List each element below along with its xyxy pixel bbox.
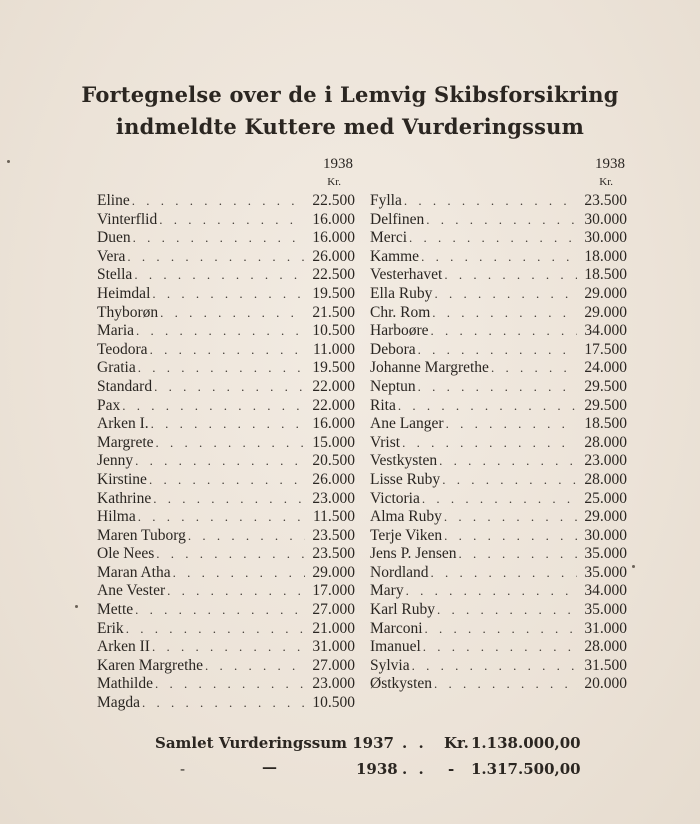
vessel-row xyxy=(370,582,627,601)
vessel-name: Magda xyxy=(97,694,141,712)
dot-leader xyxy=(186,527,305,546)
dot-leader xyxy=(124,620,305,639)
dot-leader xyxy=(404,582,577,601)
vessel-row xyxy=(370,527,627,546)
vessel-row xyxy=(97,620,355,639)
vessel-row xyxy=(370,211,627,230)
vessel-name: Erik xyxy=(97,619,124,637)
vessel-value: 29.500 xyxy=(584,396,627,414)
vessel-value: 29.000 xyxy=(584,508,627,526)
vessel-name: Rita xyxy=(370,396,396,414)
vessel-row xyxy=(370,285,627,304)
vessel-name: Mathilde xyxy=(97,675,153,693)
vessel-value: 23.000 xyxy=(312,675,355,693)
vessel-name: Karl Ruby xyxy=(370,601,436,619)
dot-leader xyxy=(125,248,305,267)
vessel-name: Eline xyxy=(97,192,130,209)
vessel-name: Maria xyxy=(97,322,135,340)
dot-leader xyxy=(136,508,305,527)
vessel-name: Arken II xyxy=(97,638,150,656)
vessel-row xyxy=(97,397,355,416)
title-line-2: indmeldte Kuttere med Vurderingssum xyxy=(115,114,585,139)
vessel-name: Debora xyxy=(370,340,416,358)
vessel-value: 19.500 xyxy=(312,359,355,377)
dot-leader xyxy=(435,601,577,620)
vessel-name: Lisse Ruby xyxy=(370,470,441,488)
dot-leader xyxy=(154,545,305,564)
dot-leader xyxy=(410,657,577,676)
vessel-name: Thyborøn xyxy=(97,303,159,321)
dot-leader xyxy=(400,434,577,453)
dot-leader xyxy=(440,471,577,490)
dot-leader xyxy=(134,322,305,341)
vessel-row xyxy=(97,471,355,490)
vessel-row xyxy=(370,675,627,694)
dot-leader xyxy=(416,378,577,397)
dot-leader xyxy=(420,490,577,509)
right-column-year: 1938 xyxy=(595,156,625,172)
vessel-value: 17.500 xyxy=(584,340,627,358)
vessel-name: Fylla xyxy=(370,192,402,209)
dot-leader xyxy=(131,229,305,248)
vessel-row xyxy=(370,452,627,471)
vessel-value: 20.000 xyxy=(584,675,627,693)
dot-leader xyxy=(396,397,577,416)
vessel-value: 19.500 xyxy=(312,284,355,302)
vessel-name: Alma Ruby xyxy=(370,508,442,526)
vessel-name: Imanuel xyxy=(370,638,421,656)
vessel-name: Duen xyxy=(97,229,131,247)
vessel-row xyxy=(97,192,355,211)
right-column-unit: Kr. xyxy=(599,176,613,188)
vessel-value: 22.500 xyxy=(312,266,355,284)
vessel-row xyxy=(370,601,627,620)
vessel-row xyxy=(370,415,627,434)
vessel-name: Kirstine xyxy=(97,470,147,488)
vessel-value: 10.500 xyxy=(312,694,355,712)
vessel-value: 30.000 xyxy=(584,526,627,544)
vessel-value: 26.000 xyxy=(312,247,355,265)
vessel-value: 31.000 xyxy=(312,638,355,656)
dot-leader xyxy=(457,545,577,564)
summary-1937-label: Samlet Vurderingssum 1937 xyxy=(155,734,394,752)
dot-leader xyxy=(158,304,305,323)
vessel-name: Teodora xyxy=(97,340,148,358)
vessel-row xyxy=(370,192,627,211)
vessel-value: 22.000 xyxy=(312,396,355,414)
vessel-name: Vestkysten xyxy=(370,452,438,470)
vessel-row xyxy=(370,490,627,509)
summary-1938-ditto-mark: - xyxy=(180,760,186,778)
vessel-row xyxy=(370,248,627,267)
dot-leader xyxy=(136,359,305,378)
left-column-unit: Kr. xyxy=(327,176,341,188)
vessel-row xyxy=(370,545,627,564)
dot-leader xyxy=(424,211,577,230)
vessel-row xyxy=(370,304,627,323)
vessel-name: Østkysten xyxy=(370,675,432,693)
vessel-row xyxy=(370,266,627,285)
vessel-name: Mary xyxy=(370,582,404,600)
dot-leader xyxy=(429,322,577,341)
vessel-value: 21.000 xyxy=(312,619,355,637)
dot-leader xyxy=(133,452,305,471)
vessel-name: Chr. Rom xyxy=(370,303,431,321)
vessel-name: Vera xyxy=(97,247,126,265)
vessel-name: Standard xyxy=(97,377,153,395)
dot-leader xyxy=(133,601,305,620)
dot-leader xyxy=(432,675,577,694)
vessel-value: 23.000 xyxy=(312,489,355,507)
vessel-value: 21.500 xyxy=(312,303,355,321)
vessel-value: 27.000 xyxy=(312,656,355,674)
vessel-name: Vinterflid xyxy=(97,210,158,228)
vessel-name: Terje Viken xyxy=(370,526,443,544)
right-column xyxy=(370,156,627,694)
vessel-row xyxy=(97,229,355,248)
vessel-row xyxy=(97,675,355,694)
vessel-value: 30.000 xyxy=(584,210,627,228)
vessel-value: 20.500 xyxy=(312,452,355,470)
dot-leader xyxy=(423,620,577,639)
dot-leader xyxy=(153,675,305,694)
vessel-value: 18.000 xyxy=(584,247,627,265)
dot-leader xyxy=(120,397,305,416)
summary-1938-dots: . . xyxy=(402,760,427,778)
dot-leader xyxy=(148,341,305,360)
vessel-value: 34.000 xyxy=(584,582,627,600)
vessel-row xyxy=(97,601,355,620)
vessel-value: 11.000 xyxy=(312,340,355,358)
vessel-value: 28.000 xyxy=(584,433,627,451)
vessel-value: 16.000 xyxy=(312,415,355,433)
vessel-row xyxy=(97,211,355,230)
vessel-name: Neptun xyxy=(370,377,416,395)
dot-leader xyxy=(152,378,305,397)
vessel-value: 23.500 xyxy=(312,545,355,563)
paper-speck xyxy=(7,160,10,163)
vessel-row xyxy=(370,564,627,583)
right-column-header xyxy=(370,156,627,192)
dot-leader xyxy=(150,638,305,657)
dot-leader xyxy=(407,229,577,248)
vessel-name: Ella Ruby xyxy=(370,284,433,302)
vessel-value: 29.000 xyxy=(584,303,627,321)
vessel-row xyxy=(97,415,355,434)
dot-leader xyxy=(430,304,577,323)
vessel-row xyxy=(97,378,355,397)
vessel-value: 17.000 xyxy=(312,582,355,600)
vessel-value: 35.000 xyxy=(584,601,627,619)
vessel-row xyxy=(370,508,627,527)
vessel-value: 31.500 xyxy=(584,656,627,674)
dot-leader xyxy=(419,248,577,267)
dot-leader xyxy=(147,471,305,490)
vessel-name: Arken I. xyxy=(97,415,149,433)
left-column xyxy=(97,156,355,713)
vessel-name: Mette xyxy=(97,601,134,619)
dot-leader xyxy=(416,341,577,360)
vessel-name: Heimdal xyxy=(97,284,151,302)
vessel-name: Marconi xyxy=(370,619,423,637)
vessel-name: Harboøre xyxy=(370,322,429,340)
vessel-name: Hilma xyxy=(97,508,136,526)
vessel-value: 22.500 xyxy=(312,192,355,209)
vessel-value: 25.000 xyxy=(584,489,627,507)
dot-leader xyxy=(149,415,305,434)
vessel-name: Vrist xyxy=(370,433,401,451)
vessel-name: Sylvia xyxy=(370,656,410,674)
vessel-name: Jenny xyxy=(97,452,134,470)
vessel-name: Victoria xyxy=(370,489,420,507)
vessel-row xyxy=(97,545,355,564)
dot-leader xyxy=(429,564,577,583)
vessel-row xyxy=(97,434,355,453)
vessel-value: 11.500 xyxy=(312,508,355,526)
dot-leader xyxy=(442,508,577,527)
vessel-row xyxy=(97,341,355,360)
paper-speck xyxy=(75,605,78,608)
vessel-value: 18.500 xyxy=(584,415,627,433)
vessel-value: 16.000 xyxy=(312,210,355,228)
title-line-1: Fortegnelse over de i Lemvig Skibsforsikring xyxy=(81,82,619,107)
vessel-row xyxy=(370,229,627,248)
vessel-value: 34.000 xyxy=(584,322,627,340)
vessel-value: 30.000 xyxy=(584,229,627,247)
left-column-header xyxy=(97,156,355,192)
dot-leader xyxy=(442,527,577,546)
dot-leader xyxy=(402,192,577,211)
vessel-name: Johanne Margrethe xyxy=(370,359,489,377)
vessel-row xyxy=(370,434,627,453)
summary-1938-ditto-currency: - xyxy=(448,760,455,778)
vessel-name: Margrete xyxy=(97,433,154,451)
vessel-name: Stella xyxy=(97,266,133,284)
dot-leader xyxy=(130,192,305,211)
dot-leader xyxy=(444,415,577,434)
summary-1938-year: 1938 xyxy=(356,760,398,778)
summary-1937-amount: 1.138.000,00 xyxy=(471,734,581,752)
dot-leader xyxy=(442,266,577,285)
vessel-value: 31.000 xyxy=(584,619,627,637)
summary-1938-amount: 1.317.500,00 xyxy=(471,760,581,778)
vessel-row xyxy=(97,657,355,676)
dot-leader xyxy=(154,434,305,453)
vessel-row xyxy=(97,452,355,471)
vessel-name: Ane Vester xyxy=(97,582,166,600)
vessel-row xyxy=(370,322,627,341)
vessel-value: 35.000 xyxy=(584,563,627,581)
vessel-row xyxy=(97,285,355,304)
vessel-value: 28.000 xyxy=(584,638,627,656)
dot-leader xyxy=(432,285,577,304)
vessel-row xyxy=(97,490,355,509)
vessel-row xyxy=(97,359,355,378)
vessel-row xyxy=(97,508,355,527)
summary-1938-ditto-dash: — xyxy=(262,758,277,776)
vessel-value: 28.000 xyxy=(584,470,627,488)
dot-leader xyxy=(140,694,305,713)
vessel-row xyxy=(97,582,355,601)
vessel-name: Gratia xyxy=(97,359,136,377)
vessel-name: Kamme xyxy=(370,247,420,265)
vessel-value: 35.000 xyxy=(584,545,627,563)
vessel-value: 27.000 xyxy=(312,601,355,619)
vessel-row xyxy=(97,322,355,341)
vessel-row xyxy=(97,248,355,267)
vessel-value: 22.000 xyxy=(312,377,355,395)
vessel-name: Jens P. Jensen xyxy=(370,545,457,563)
dot-leader xyxy=(489,359,577,378)
vessel-name: Pax xyxy=(97,396,121,414)
vessel-row xyxy=(97,564,355,583)
vessel-name: Maran Atha xyxy=(97,563,171,581)
vessel-name: Ane Langer xyxy=(370,415,444,433)
vessel-row xyxy=(370,341,627,360)
vessel-value: 29.500 xyxy=(584,377,627,395)
vessel-row xyxy=(370,359,627,378)
vessel-row xyxy=(97,694,355,713)
vessel-row xyxy=(97,527,355,546)
vessel-value: 15.000 xyxy=(312,433,355,451)
summary-1937-currency: Kr. xyxy=(444,734,469,752)
dot-leader xyxy=(437,452,577,471)
dot-leader xyxy=(157,211,305,230)
left-vessel-list xyxy=(97,192,355,713)
vessel-name: Kathrine xyxy=(97,489,152,507)
vessel-value: 24.000 xyxy=(584,359,627,377)
vessel-value: 18.500 xyxy=(584,266,627,284)
vessel-row xyxy=(370,378,627,397)
dot-leader xyxy=(165,582,305,601)
vessel-name: Nordland xyxy=(370,563,429,581)
vessel-name: Karen Margrethe xyxy=(97,656,204,674)
dot-leader xyxy=(171,564,305,583)
vessel-row xyxy=(370,620,627,639)
vessel-name: Merci xyxy=(370,229,408,247)
vessel-name: Maren Tuborg xyxy=(97,526,186,544)
vessel-value: 23.500 xyxy=(584,192,627,209)
vessel-value: 29.000 xyxy=(584,284,627,302)
dot-leader xyxy=(421,638,577,657)
vessel-value: 16.000 xyxy=(312,229,355,247)
vessel-value: 29.000 xyxy=(312,563,355,581)
vessel-row xyxy=(97,304,355,323)
vessel-value: 26.000 xyxy=(312,470,355,488)
vessel-row xyxy=(97,638,355,657)
dot-leader xyxy=(150,285,305,304)
vessel-row xyxy=(370,657,627,676)
left-column-year: 1938 xyxy=(323,156,353,172)
vessel-row xyxy=(370,397,627,416)
vessel-value: 23.500 xyxy=(312,526,355,544)
vessel-name: Vesterhavet xyxy=(370,266,443,284)
right-vessel-list xyxy=(370,192,627,694)
vessel-row xyxy=(97,266,355,285)
vessel-row xyxy=(370,638,627,657)
dot-leader xyxy=(151,490,305,509)
paper-speck xyxy=(632,565,635,568)
vessel-value: 10.500 xyxy=(312,322,355,340)
vessel-value: 23.000 xyxy=(584,452,627,470)
dot-leader xyxy=(203,657,305,676)
vessel-row xyxy=(370,471,627,490)
vessel-name: Delfinen xyxy=(370,210,425,228)
dot-leader xyxy=(132,266,305,285)
vessel-name: Ole Nees xyxy=(97,545,155,563)
summary-1937-dots: . . xyxy=(402,734,427,752)
